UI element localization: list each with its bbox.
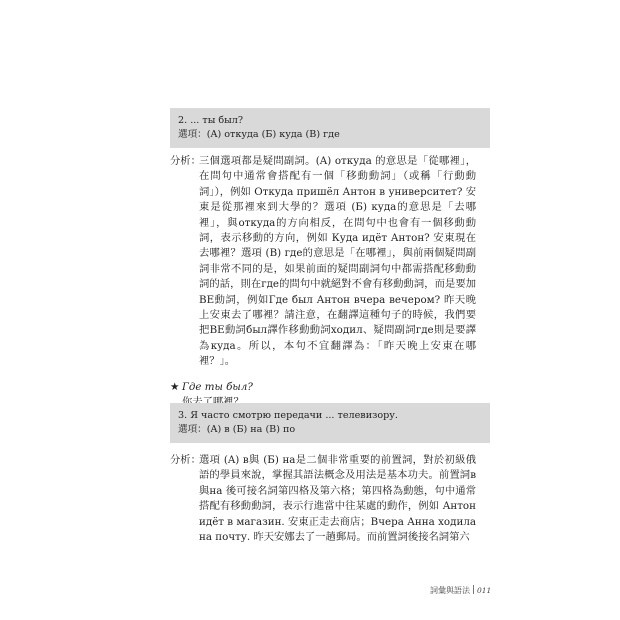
analysis-2	[170, 104, 476, 368]
page-footer	[430, 585, 490, 596]
analysis-3-text: 選項 (A) в與 (Б) на是二個非常重要的前置詞，對於初級俄語的學員來說，掌握其語法概念及用法是基本功夫。前置詞в與на 後可接名詞第四格及第六格；第四格為動態，句中通常搭配有移動動詞，表示行進當中往某處的動作，例如 Антон идёт в магазин. 安東正走去商店；Вчера Анна ходила на почту. 昨天安娜去了一趟郵局。而前置詞後接名詞第六	[199, 454, 476, 544]
answer-2-sentence: Где ты был?	[182, 381, 253, 393]
star-icon: ★	[170, 381, 180, 393]
question-3-prompt: 3. Я часто смотрю передачи ... телевизору.	[178, 410, 398, 421]
analysis-2-label: 分析：	[170, 155, 201, 167]
analysis-2-text: 三個選項都是疑問副詞。(A) откуда 的意思是「從哪裡」，在問句中通常會搭配有一個「移動動詞」（或稱「行動動詞」），例如 Откуда пришёл Антон в университет? 安東是從那裡來到大學的？選項 (Б) куда的意思是「去哪裡」，與откуда的方向相反，在問句中也會有一個移動動詞，表示移動的方向，例如 Куда идёт Антон? 安東現在去哪裡？選項 (B) где的意思是「在哪裡」，與前兩個疑問副詞非常不同的是，如果前面的疑問副詞句中都需搭配移動動詞的話，則在где的問句中就絕對不會有移動動詞，而是要加BE動詞，例如Где был Антон вчера вечером? 昨天晚上安東去了哪裡？請注意，在翻譯這種句子的時候，我們要把BE動詞был譯作移動動詞ходил、疑問副詞где則是要譯為куда。所以，本句不宜翻譯為：「昨天晚上安東在哪裡？」。	[199, 155, 476, 368]
analysis-3-label: 分析：	[170, 454, 201, 466]
analysis-3	[170, 453, 476, 545]
page-number: 011	[477, 586, 492, 595]
footer-section-title: 詞彙與語法	[430, 586, 470, 595]
question-2-prompt: 2. ... ты был?	[178, 115, 244, 126]
footer-divider	[473, 585, 474, 594]
question-3-options: 選項：(A) в (Б) на (B) по	[178, 424, 296, 435]
question-2-options: 選項：(A) откуда (Б) куда (B) где	[178, 129, 340, 140]
question-3-box	[170, 403, 490, 443]
